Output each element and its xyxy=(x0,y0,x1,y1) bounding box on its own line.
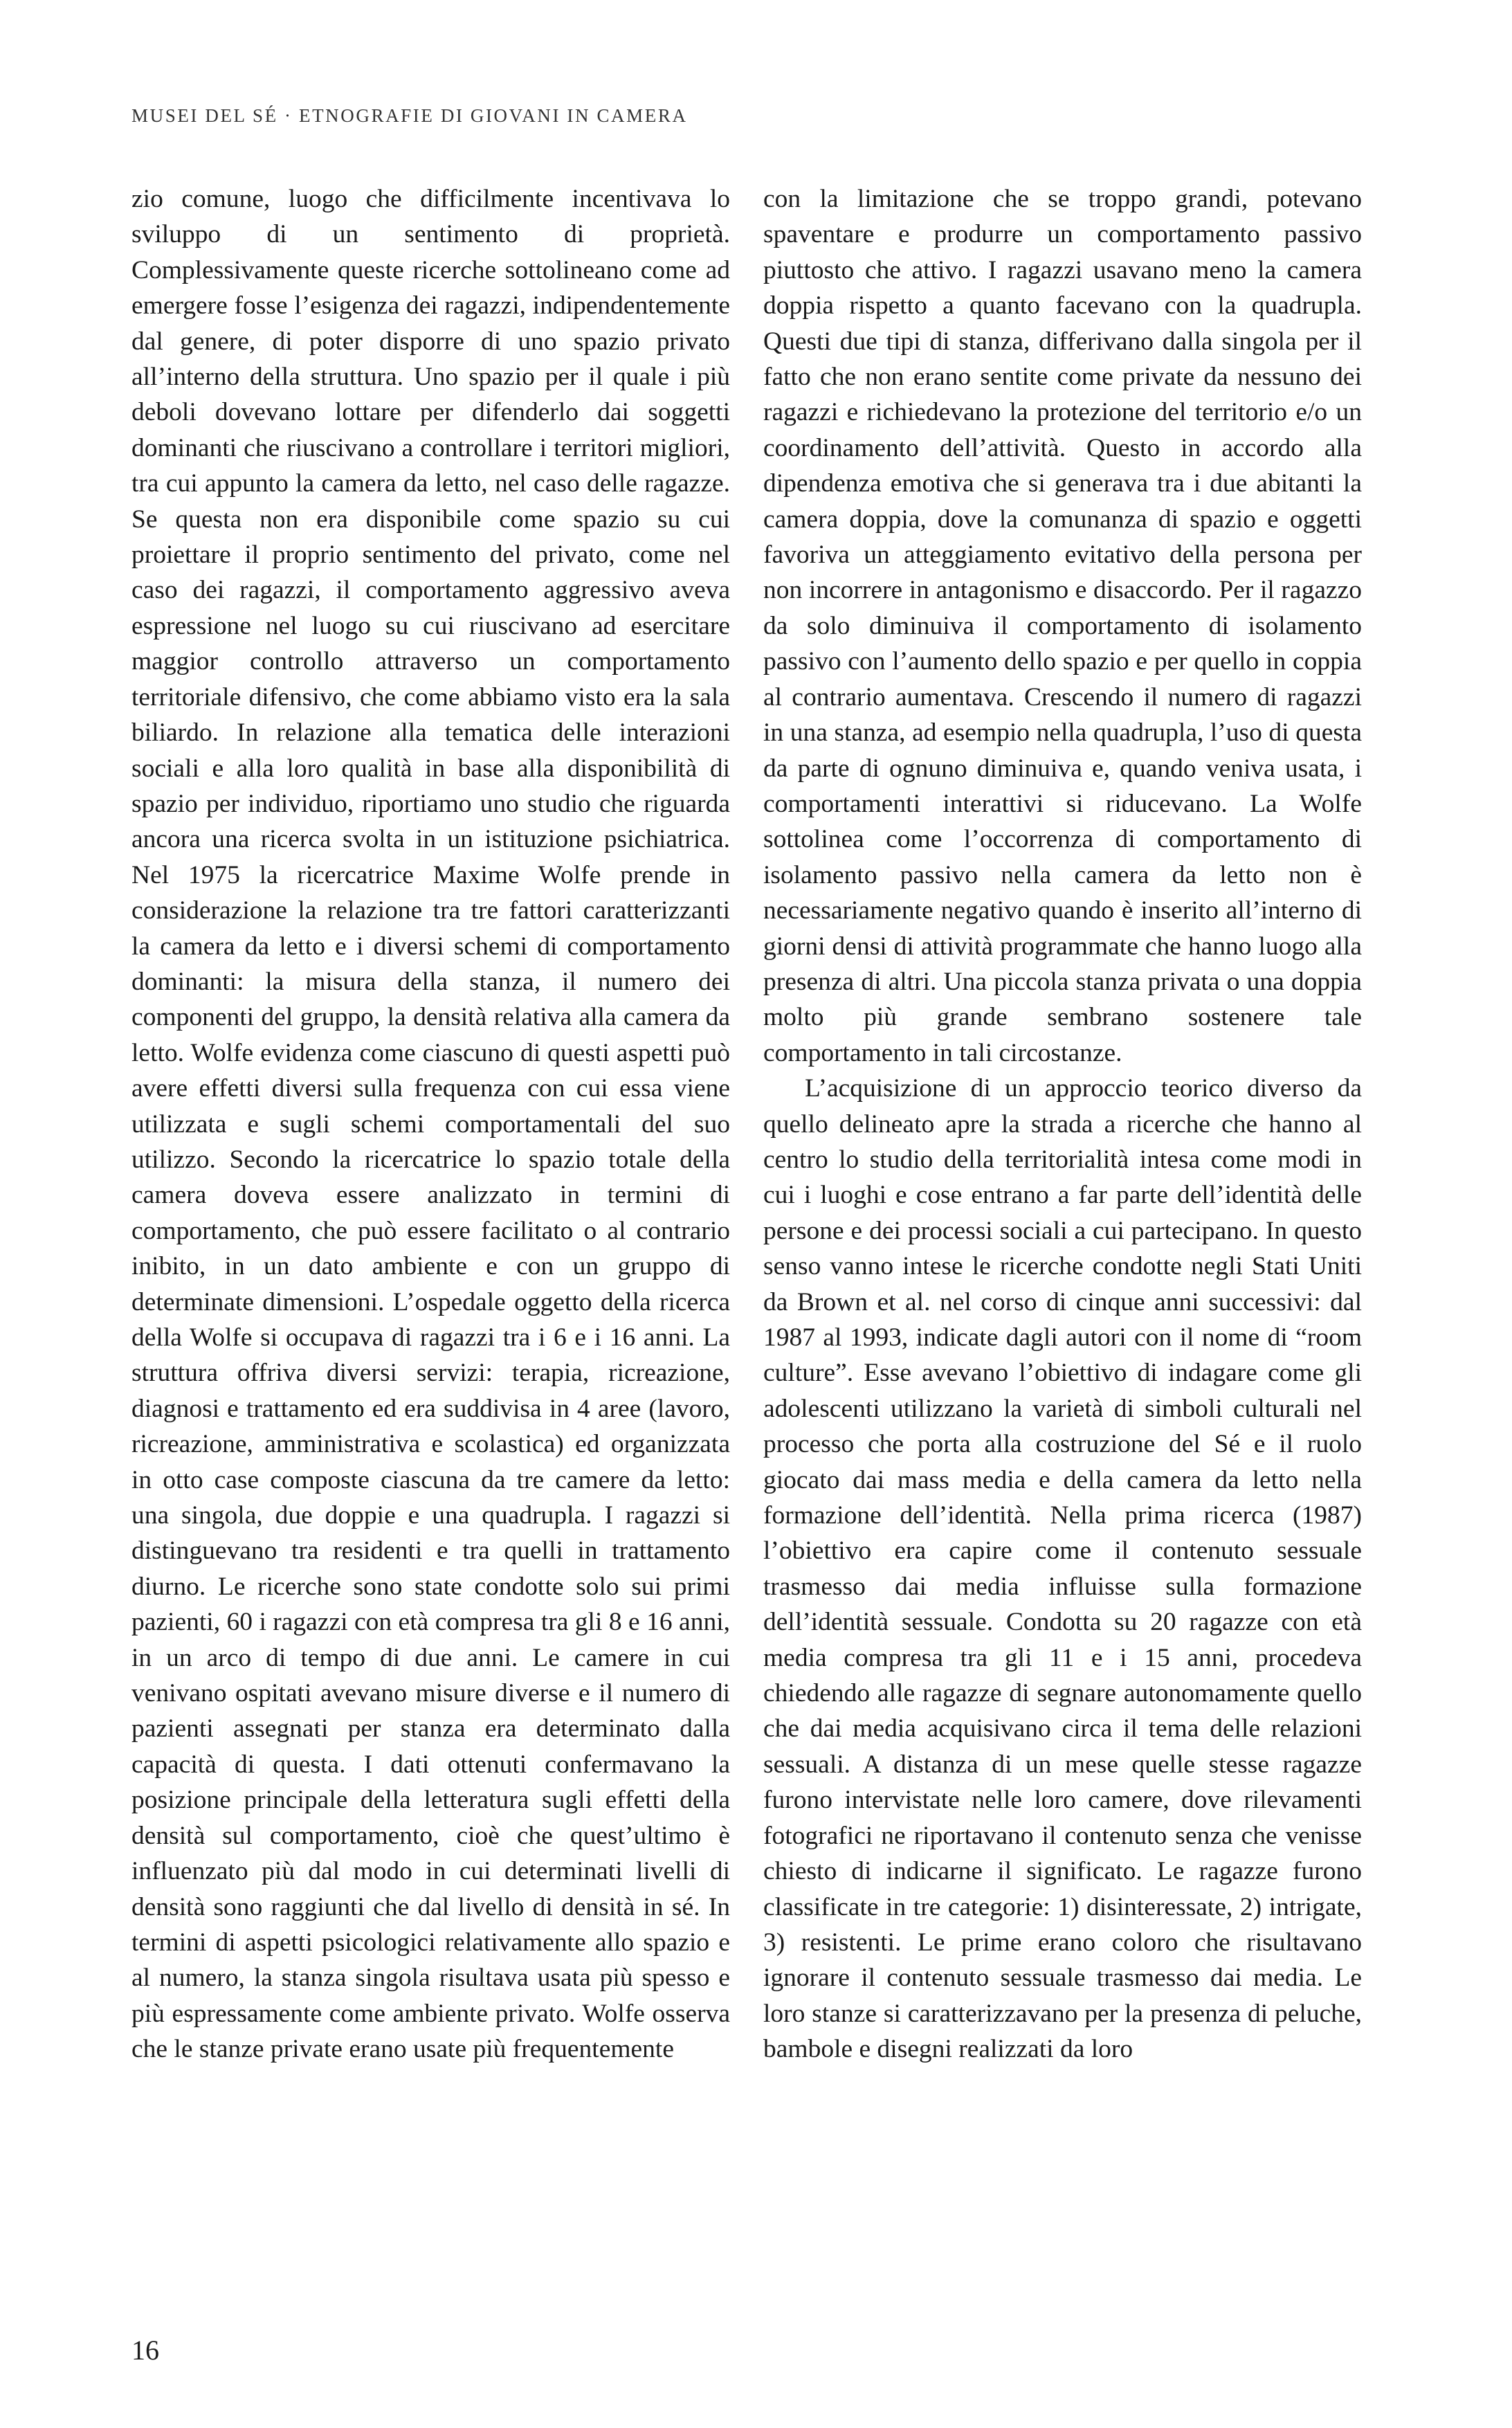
left-paragraph-1: zio comune, luogo che difficilmente incentivava lo sviluppo di un sentimento di proprietà. Complessivamente queste ricerche sottolineano come ad emergere fosse l’esigenza dei ragazzi, indipendentemente dal genere, di poter disporre di uno spazio privato all’interno della struttura. Uno spazio per il quale i più deboli dovevano lottare per difenderlo dai soggetti dominanti che riuscivano a controllare i territori migliori, tra cui appunto la camera da letto, nel caso delle ragazze. Se questa non era disponibile come spazio su cui proiettare il proprio sentimento del privato, come nel caso dei ragazzi, il comportamento aggressivo aveva espressione nel luogo su cui riuscivano ad esercitare maggior controllo attraverso un comportamento territoriale difensivo, che come abbiamo visto era la sala biliardo. In relazione alla tematica delle interazioni sociali e alla loro qualità in base alla disponibilità di spazio per individuo, riportiamo uno studio che riguarda ancora una ricerca svolta in un istituzione psichiatrica. Nel 1975 la ricercatrice Maxime Wolfe prende in considerazione la relazione tra tre fattori caratterizzanti la camera da letto e i diversi schemi di comportamento dominanti: la misura della stanza, il numero dei componenti del gruppo, la densità relativa alla camera da letto. Wolfe evidenza come ciascuno di questi aspetti può avere effetti diversi sulla frequenza con cui essa viene utilizzata e sugli schemi comportamentali del suo utilizzo. Secondo la ricercatrice lo spazio totale della camera doveva essere analizzato in termini di comportamento, che può essere facilitato o al contrario inibito, in un dato ambiente e con un gruppo di determinate dimensioni. L’ospedale oggetto della ricerca della Wolfe si occupava di ragazzi tra i 6 e i 16 anni. La struttura offriva diversi servizi: terapia, ricreazione, diagnosi e trattamento ed era suddivisa in 4 aree (lavoro, ricreazione, amministrativa e scolastica) ed organizzata in otto case composte ciascuna da tre camere da letto: una singola, due doppie e una quadrupla. I ragazzi si distinguevano tra residenti e tra quelli in trattamento diurno. Le ricerche sono state condotte solo sui primi pazienti, 60 i ragazzi con età compresa tra gli 8 e 16 anni, in un arco di tempo di due anni. Le camere in cui venivano ospitati avevano misure diverse e il numero di pazienti assegnati per stanza era determinato dalla capacità di questa. I dati ottenuti confermavano la posizione principale della letteratura sugli effetti della densità sul comportamento, cioè che quest’ultimo è influenzato più dal modo in cui determinati livelli di densità sono raggiunti che dal livello di densità in sé. In termini di aspetti psicologici relativamente allo spazio e al numero, la stanza singola risultava usata più spesso e più espressamente come ambiente privato. Wolfe osserva che le stanze private erano usate più frequentemente xyxy=(131,185,730,2064)
page-number: 16 xyxy=(131,2335,159,2366)
left-column xyxy=(131,181,730,2067)
running-head: MUSEI DEL SÉ · ETNOGRAFIE DI GIOVANI IN CAMERA xyxy=(131,105,688,126)
right-paragraph-1: con la limitazione che se troppo grandi, potevano spaventare e produrre un comportamento passivo piuttosto che attivo. I ragazzi usavano meno la camera doppia rispetto a quanto facevano con la quadrupla. Questi due tipi di stanza, differivano dalla singola per il fatto che non erano sentite come private da nessuno dei ragazzi e richiedevano la protezione del territorio e/o un coordinamento dell’attività. Questo in accordo alla dipendenza emotiva che si generava tra i due abitanti la camera doppia, dove la comunanza di spazio e oggetti favoriva un atteggiamento evitativo della persona per non incorrere in antagonismo e disaccordo. Per il ragazzo da solo diminuiva il comportamento di isolamento passivo con l’aumento dello spazio e per quello in coppia al contrario aumentava. Crescendo il numero di ragazzi in una stanza, ad esempio nella quadrupla, l’uso di questa da parte di ognuno diminuiva e, quando veniva usata, i comportamenti interattivi si riducevano. La Wolfe sottolinea come l’occorrenza di comportamento di isolamento passivo nella camera da letto non è necessariamente negativo quando è inserito all’interno di giorni densi di attività programmate che hanno luogo alla presenza di altri. Una piccola stanza privata o una doppia molto più grande sembrano sostenere tale comportamento in tali circostanze. xyxy=(763,185,1362,1067)
right-column xyxy=(763,181,1362,2067)
right-paragraph-2: L’acquisizione di un approccio teorico diverso da quello delineato apre la strada a ricerche che hanno al centro lo studio della territorialità intesa come modi in cui i luoghi e cose entrano a far parte dell’identità delle persone e dei processi sociali a cui partecipano. In questo senso vanno intese le ricerche condotte negli Stati Uniti da Brown et al. nel corso di cinque anni successivi: dal 1987 al 1993, indicate dagli autori con il nome di “room culture”. Esse avevano l’obiettivo di indagare come gli adolescenti utilizzano la varietà di simboli culturali nel processo che porta alla costruzione del Sé e il ruolo giocato dai mass media e della camera da letto nella formazione dell’identità. Nella prima ricerca (1987) l’obiettivo era capire come il contenuto sessuale trasmesso dai media influisse sulla formazione dell’identità sessuale. Condotta su 20 ragazze con età media compresa tra gli 11 e i 15 anni, procedeva chiedendo alle ragazze di segnare autonomamente quello che dai media acquisivano circa il tema delle relazioni sessuali. A distanza di un mese quelle stesse ragazze furono intervistate nelle loro camere, dove rilevamenti fotografici ne riportavano il contenuto senza che venisse chiesto di indicarne il significato. Le ragazze furono classificate in tre categorie: 1) disinteressate, 2) intrigate, 3) resistenti. Le prime erano coloro che risultavano ignorare il contenuto sessuale trasmesso dai media. Le loro stanze si caratterizzavano per la presenza di peluche, bambole e disegni realizzati da loro xyxy=(763,1074,1362,2064)
